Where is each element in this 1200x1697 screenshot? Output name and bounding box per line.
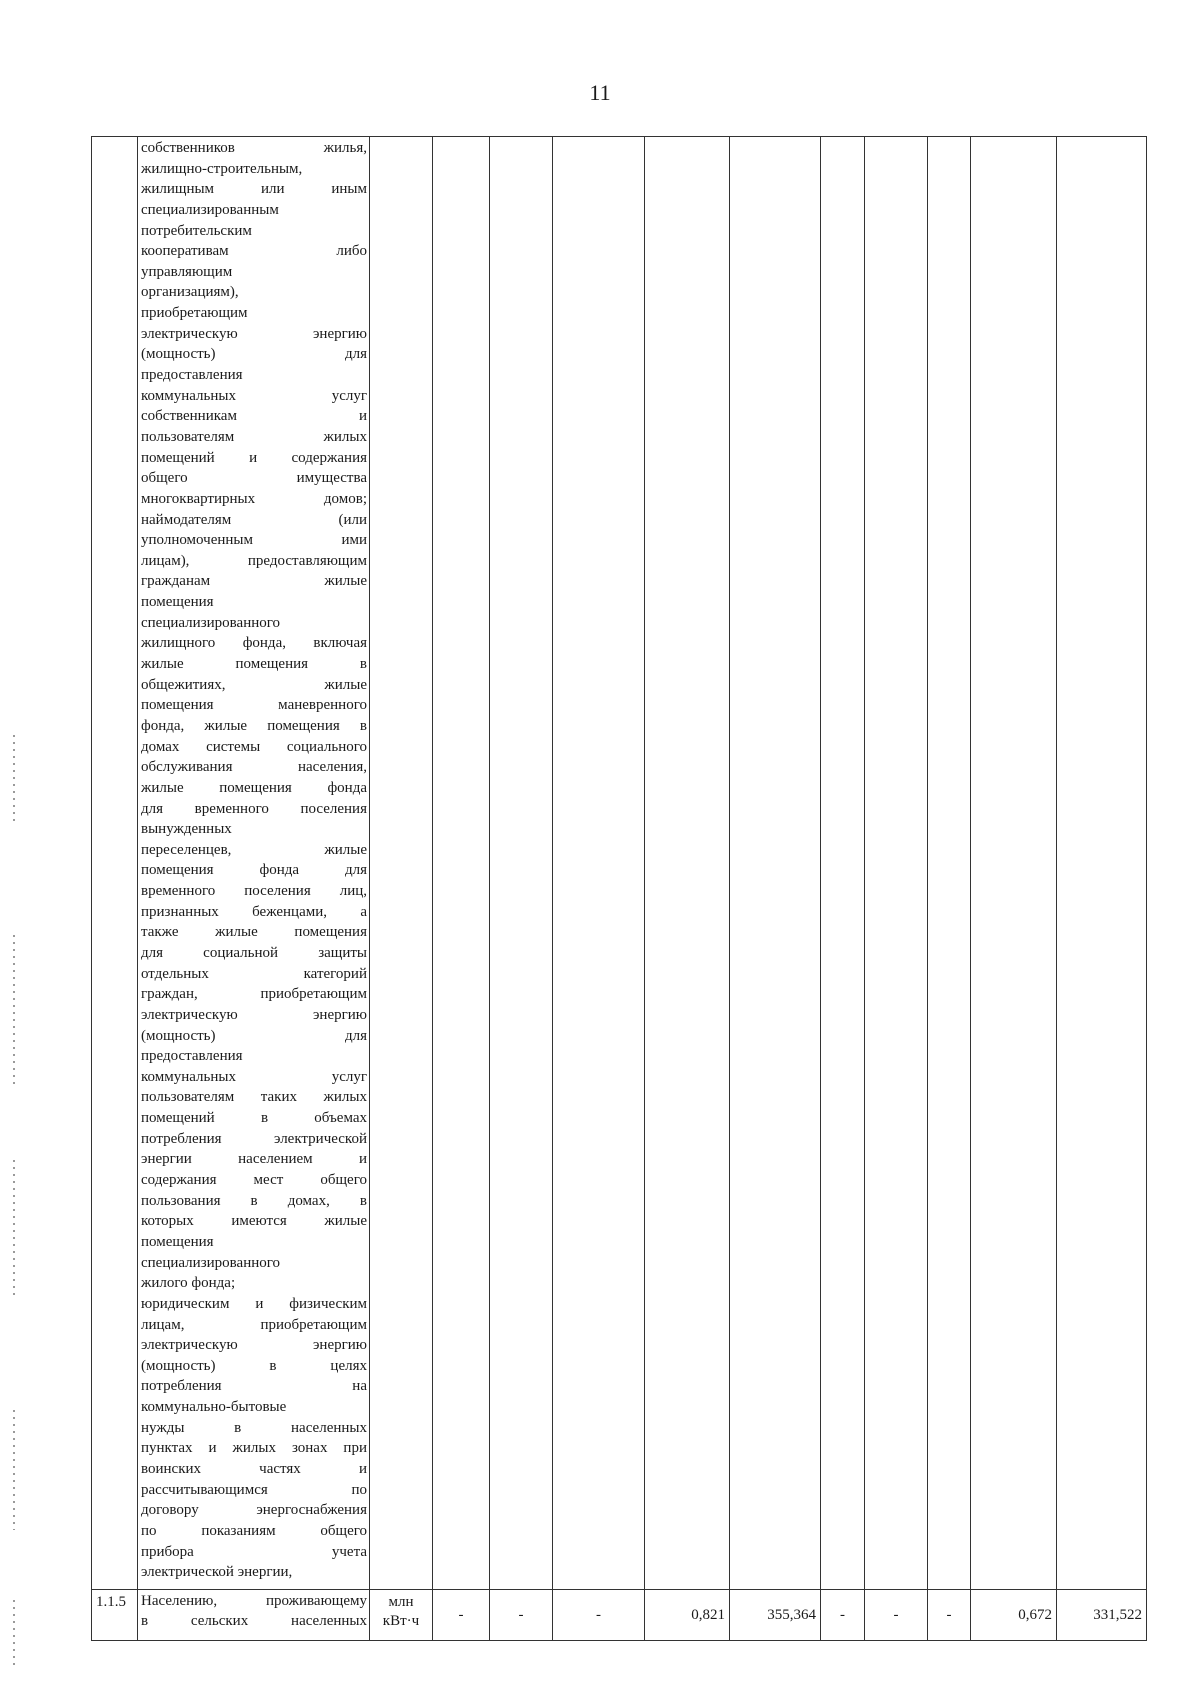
description-line: временного поселения лиц, <box>141 883 367 900</box>
description-line: признанных беженцами, а <box>141 903 367 920</box>
description-line: лицам), предоставляющим <box>141 552 367 569</box>
description-line: (мощность) в целях <box>141 1357 367 1374</box>
scan-edge-mark <box>13 935 15 1085</box>
description-line: электрическую энергию <box>141 1337 367 1354</box>
cell-empty <box>1057 137 1147 1590</box>
cell-empty <box>730 137 821 1590</box>
row-unit <box>370 1590 433 1641</box>
unit-line: кВт·ч <box>382 1613 420 1629</box>
description-line: помещения фонда для <box>141 862 367 879</box>
description-line: граждан, приобретающим <box>141 986 367 1003</box>
table-row-continued <box>92 137 1147 1590</box>
description-line: гражданам жилые <box>141 573 367 590</box>
cell-number-empty <box>92 137 138 1590</box>
description-line: электрическую энергию <box>141 1006 367 1023</box>
description-line: наймодателям (или <box>141 511 367 528</box>
description-line: коммунально-бытовые <box>141 1399 287 1416</box>
description-line: электрической энергии, <box>141 1564 293 1581</box>
description-line: вынужденных <box>141 821 232 838</box>
cell-value: - <box>490 1590 553 1641</box>
description-line: лицам, приобретающим <box>141 1316 367 1333</box>
description-line: помещений в объемах <box>141 1110 367 1127</box>
description-line: жилищного фонда, включая <box>141 635 367 652</box>
description-line: жилищным или иным <box>141 181 367 198</box>
description-line: приобретающим <box>141 305 248 322</box>
description-line: (мощность) для <box>141 346 367 363</box>
description-line: специализированного <box>141 1254 281 1271</box>
description-line: уполномоченным ими <box>141 532 367 549</box>
cell-empty <box>490 137 553 1590</box>
description-line: электрическую энергию <box>141 325 367 342</box>
description-line: также жилые помещения <box>141 924 367 941</box>
cell-empty <box>433 137 490 1590</box>
page-number: 11 <box>589 80 611 105</box>
row-description <box>138 1590 370 1641</box>
description-line: обслуживания населения, <box>141 759 367 776</box>
description-line: собственников жилья, <box>141 140 367 156</box>
description-line: домах системы социального <box>141 738 367 755</box>
description-line: кооперативам либо <box>141 243 367 260</box>
cell-empty <box>645 137 730 1590</box>
description-line: жилого фонда; <box>141 1275 236 1292</box>
table-row-1-1-5 <box>92 1590 1147 1641</box>
cell-empty <box>928 137 971 1590</box>
cell-unit-empty <box>370 137 433 1590</box>
description-line: переселенцев, жилые <box>141 841 367 858</box>
cell-value: - <box>821 1590 865 1641</box>
cell-value: - <box>928 1590 971 1641</box>
description-line: рассчитывающимся по <box>141 1481 367 1498</box>
cell-description-continued <box>138 137 370 1590</box>
description-line: отдельных категорий <box>141 965 367 982</box>
description-line: коммунальных услуг <box>141 387 367 404</box>
tariff-table <box>91 136 1147 1641</box>
description-line: жилые помещения в <box>141 656 367 673</box>
cell-value: - <box>433 1590 490 1641</box>
scan-edge-mark <box>13 1160 15 1300</box>
scan-edge-mark <box>13 1410 15 1530</box>
description-line: для социальной защиты <box>141 944 367 961</box>
description-line: помещения <box>141 1233 214 1250</box>
description-line: помещений и содержания <box>141 449 367 466</box>
description-line: жилищно-строительным, <box>141 160 303 177</box>
description-line: договору энергоснабжения <box>141 1502 367 1519</box>
description-line: коммунальных услуг <box>141 1068 367 1085</box>
description-line: общежитиях, жилые <box>141 676 367 693</box>
description-line: юридическим и физическим <box>141 1295 367 1312</box>
description-line: организациям), <box>141 284 239 301</box>
description-line: воинских частях и <box>141 1461 367 1477</box>
description-line: содержания мест общего <box>141 1172 367 1189</box>
row-number: 1.1.5 <box>92 1590 138 1641</box>
description-line: помещения маневренного <box>141 697 367 714</box>
row-description-line: Населению, проживающему <box>141 1593 367 1609</box>
description-line: собственникам и <box>141 408 367 425</box>
description-line: для временного поселения <box>141 800 367 817</box>
cell-value: 355,364 <box>730 1590 821 1641</box>
description-line: жилые помещения фонда <box>141 779 367 796</box>
description-line: предоставления <box>141 367 243 384</box>
description-line: по показаниям общего <box>141 1522 367 1539</box>
cell-empty <box>553 137 645 1590</box>
description-line: предоставления <box>141 1048 243 1065</box>
description-line: специализированным <box>141 201 279 218</box>
cell-value: 0,821 <box>645 1590 730 1641</box>
description-line: потребления на <box>141 1378 367 1395</box>
description-line: помещения <box>141 594 214 611</box>
description-line: которых имеются жилые <box>141 1213 367 1230</box>
scan-edge-mark <box>13 1600 15 1670</box>
description-line: прибора учета <box>141 1543 367 1560</box>
description-line: фонда, жилые помещения в <box>141 717 367 734</box>
description-line: специализированного <box>141 614 281 631</box>
scan-edge-mark <box>13 735 15 825</box>
cell-empty <box>865 137 928 1590</box>
cell-value: - <box>553 1590 645 1641</box>
description-line: общего имущества <box>141 470 367 487</box>
description-line: потребительским <box>141 222 252 239</box>
description-line: пользователям жилых <box>141 428 367 445</box>
description-line: пользователям таких жилых <box>141 1089 367 1106</box>
cell-empty <box>971 137 1057 1590</box>
cell-value: 331,522 <box>1057 1590 1147 1641</box>
description-line: (мощность) для <box>141 1027 367 1044</box>
cell-value: - <box>865 1590 928 1641</box>
cell-value: 0,672 <box>971 1590 1057 1641</box>
description-line: управляющим <box>141 263 233 280</box>
description-line: пользования в домах, в <box>141 1192 367 1209</box>
description-line: многоквартирных домов; <box>141 490 367 507</box>
description-text <box>138 137 369 1589</box>
row-description-line: в сельских населенных <box>141 1613 367 1629</box>
description-line: нужды в населенных <box>141 1419 367 1436</box>
description-line: энергии населением и <box>141 1151 367 1168</box>
unit-line: млн <box>388 1594 414 1610</box>
description-line: потребления электрической <box>141 1130 367 1147</box>
description-line: пунктах и жилых зонах при <box>141 1440 367 1457</box>
cell-empty <box>821 137 865 1590</box>
